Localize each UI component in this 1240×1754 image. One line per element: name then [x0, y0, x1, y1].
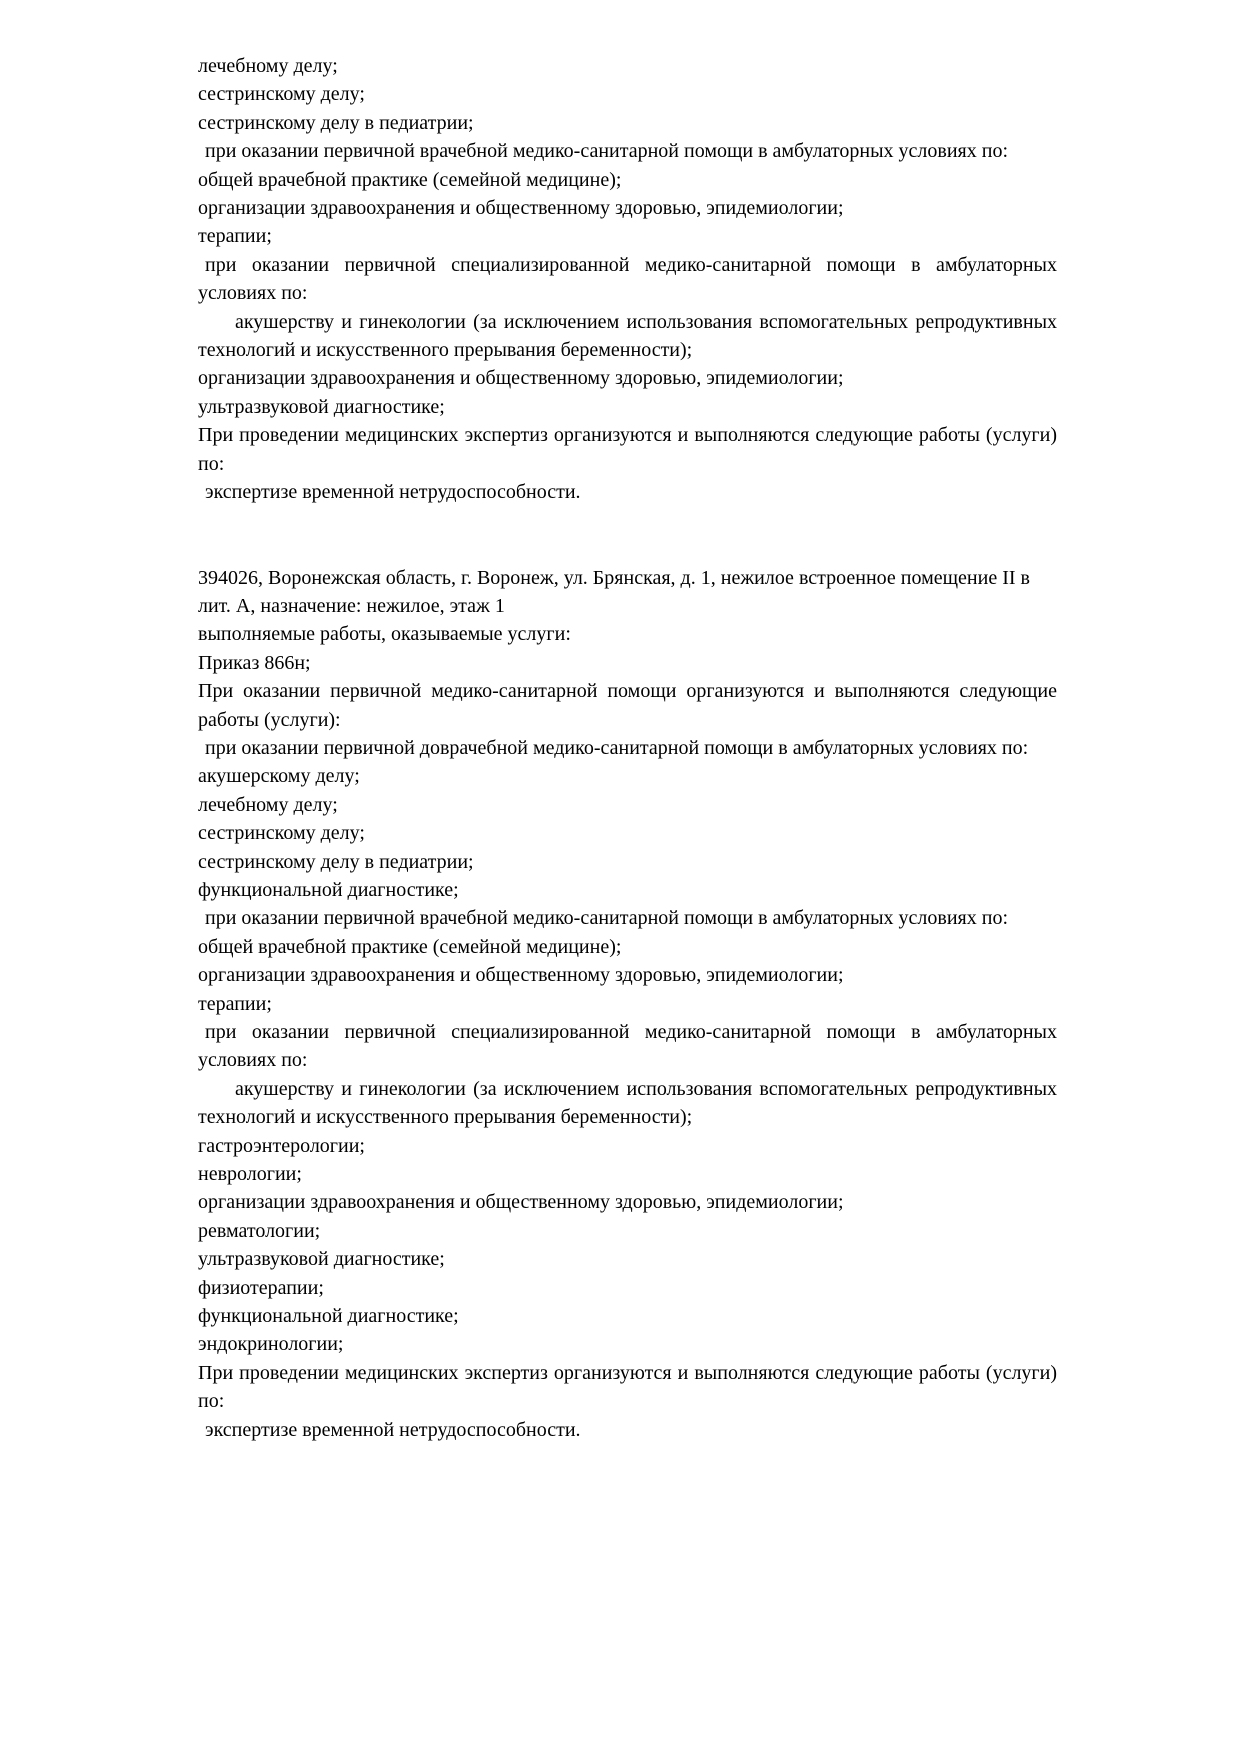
works-item: экспертизе временной нетрудоспособности. [205, 1418, 581, 1441]
works-item: организации здравоохранения и общественному здоровью, эпидемиологии; [198, 1191, 844, 1214]
works-item: неврологии; [198, 1163, 302, 1186]
works-item: ультразвуковой диагностике; [198, 1248, 445, 1271]
works-item: общей врачебной практике (семейной медицине); [198, 168, 622, 191]
works-group-heading: при оказании первичной специализированной медико-санитарной помощи в амбулаторных условиях по: [198, 253, 1057, 305]
works-item: гастроэнтерологии; [198, 1134, 365, 1157]
works-item: терапии; [198, 992, 272, 1015]
works-item: экспертизе временной нетрудоспособности. [205, 481, 581, 504]
works-item: акушерскому делу; [198, 765, 360, 788]
works-item: функциональной диагностике; [198, 1305, 459, 1328]
works-item: физиотерапии; [198, 1276, 324, 1299]
works-group-heading: при оказании первичной специализированной медико-санитарной помощи в амбулаторных условиях по: [198, 1021, 1057, 1072]
license-address-section [198, 564, 1057, 1445]
works-item: сестринскому делу в педиатрии; [198, 111, 474, 134]
section-divider-space [198, 507, 1057, 564]
works-item: лечебному делу; [198, 55, 338, 77]
works-group-heading: при оказании первичной врачебной медико-санитарной помощи в амбулаторных условиях по: [205, 140, 1009, 163]
works-item: общей врачебной практике (семейной медицине); [198, 935, 622, 958]
works-item: сестринскому делу; [198, 83, 365, 106]
works-group-heading: При проведении медицинских экспертиз организуются и выполняются следующие работы (услуги) по: [198, 424, 1057, 475]
works-group-heading: при оказании первичной доврачебной медико-санитарной помощи в амбулаторных условиях по: [205, 736, 1029, 759]
works-item: организации здравоохранения и общественному здоровью, эпидемиологии; [198, 964, 844, 987]
works-item: функциональной диагностике; [198, 878, 459, 901]
works-item: ревматологии; [198, 1219, 321, 1242]
works-item: организации здравоохранения и общественному здоровью, эпидемиологии; [198, 197, 844, 220]
works-list-continuation [198, 52, 1057, 507]
works-item: сестринскому делу; [198, 822, 365, 845]
works-item: организации здравоохранения и общественному здоровью, эпидемиологии; [198, 367, 844, 390]
works-item: акушерству и гинекологии (за исключением использования вспомогательных репродуктивных технологий и искусственного прерывания беременности); [198, 310, 1057, 362]
works-item: ультразвуковой диагностике; [198, 395, 445, 418]
works-item: сестринскому делу в педиатрии; [198, 850, 474, 873]
works-group-heading: При оказании первичной медико-санитарной помощи организуются и выполняются следующие работы (услуги): [198, 680, 1057, 731]
works-group-heading: При проведении медицинских экспертиз организуются и выполняются следующие работы (услуги) по: [198, 1361, 1057, 1413]
order-reference: Приказ 866н; [198, 651, 311, 674]
license-address: 394026, Воронежская область, г. Воронеж, ул. Брянская, д. 1, нежилое встроенное помещение II в лит. А, назначение: нежилое, этаж 1 [198, 566, 1030, 617]
works-item: эндокринологии; [198, 1333, 344, 1356]
works-item: лечебному делу; [198, 793, 338, 816]
works-intro: выполняемые работы, оказываемые услуги: [198, 623, 571, 646]
works-group-heading: при оказании первичной врачебной медико-санитарной помощи в амбулаторных условиях по: [205, 907, 1009, 930]
works-item: акушерству и гинекологии (за исключением использования вспомогательных репродуктивных технологий и искусственного прерывания беременности); [198, 1077, 1057, 1129]
works-item: терапии; [198, 225, 272, 248]
